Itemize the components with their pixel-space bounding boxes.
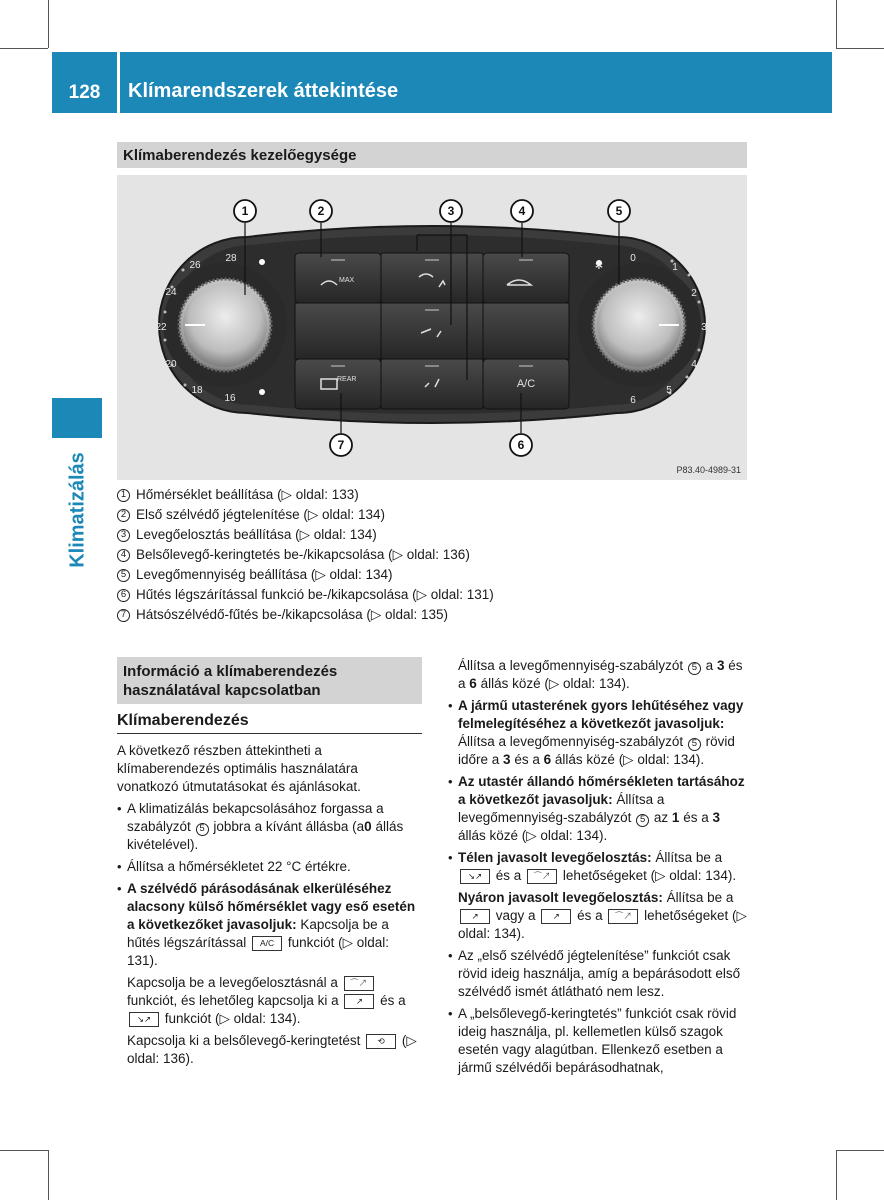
list-item: • Az utastér állandó hőmérsékleten tartásához a következőt javasoljuk: Állítsa a levegőmennyiség-szabályzót 5 az 1 és a 3 állás közé (▷ oldal: 134). [448,774,745,843]
crop-mark [836,48,884,49]
air-windscreen-icon: ⌒↗ [344,976,374,991]
text-column-right [448,657,748,1081]
paragraph: A következő részben áttekintheti a klímaberendezés optimális használatára vonatkozó útmutatásokat és ajánlásokat. [117,743,361,794]
svg-text:4: 4 [518,204,526,218]
side-tab [52,398,102,438]
svg-text:6: 6 [630,395,636,406]
svg-text:3: 3 [447,204,455,218]
air-face-icon: ↗ [344,994,374,1009]
svg-text:✲: ✲ [594,261,604,272]
svg-text:24: 24 [165,287,177,298]
svg-text:3: 3 [701,322,707,333]
crop-mark [0,1150,48,1151]
crop-mark [0,48,48,49]
svg-text:2: 2 [317,204,325,218]
section-heading: Információ a klímaberendezés használatával kapcsolatban [117,657,422,704]
list-item: 2 Első szélvédő jégtelenítése (▷ oldal: 134) [117,505,747,525]
paragraph: Kapcsolja be a levegőelosztásnál a ⌒↗ funkciót, és lehetőleg kapcsolja ki a ↗ és a ↘↗ funkciót (▷ oldal: 134). [127,975,406,1026]
list-item: 1 Hőmérséklet beállítása (▷ oldal: 133) [117,485,747,505]
list-item: 4 Belsőlevegő-keringtetés be-/kikapcsolása (▷ oldal: 136) [117,545,747,565]
list-item: • Állítsa a hőmérsékletet 22 °C értékre. [117,859,351,874]
button-panel-right [483,303,569,359]
ac-button-icon: A/C [252,936,282,951]
header-divider [117,52,120,113]
svg-text:22: 22 [155,322,167,333]
svg-text:4: 4 [691,359,697,370]
list-item: 6 Hűtés légszárítással funkció be-/kikapcsolása (▷ oldal: 131) [117,585,747,605]
crop-mark [836,1150,884,1151]
air-face-icon: ↗ [460,909,490,924]
svg-text:1: 1 [672,262,678,273]
list-item: • Az „első szélvédő jégtelenítése” funkciót csak rövid ideig használja, amíg a bepárásodott első szélvédő ismét átlátható nem lesz. [448,948,741,999]
crop-mark [48,0,49,48]
figure-legend [117,485,747,625]
figure-reference: P83.40-4989-31 [676,465,741,475]
air-windscreen-icon: ⌒↗ [608,909,638,924]
svg-text:28: 28 [225,253,237,264]
svg-text:20: 20 [165,359,177,370]
button-air-face [381,303,483,359]
paragraph: Nyáron javasolt levegőelosztás: Állítsa be a ↗ vagy a ↗ és a ⌒↗ lehetőségeket (▷ oldal: 134). [458,890,747,941]
paragraph: Állítsa a levegőmennyiség-szabályzót 5 a 3 és a 6 állás közé (▷ oldal: 134). [458,658,743,691]
svg-text:0: 0 [630,253,636,264]
svg-text:2: 2 [691,288,697,299]
side-tab-label: Klimatizálás [66,452,89,568]
paragraph: Kapcsolja ki a belsőlevegő-keringtetést ⟲ (▷ oldal: 136). [127,1033,417,1066]
list-item: 7 Hátsószélvédő-fűtés be-/kikapcsolása (▷ oldal: 135) [117,605,747,625]
list-item: • A szélvédő párásodásának elkerüléséhez alacsony külső hőmérséklet vagy eső esetén a következőket javasoljuk: Kapcsolja be a hűtés légszárítással A/C funkciót (▷ oldal: 131). [117,881,416,968]
list-item: 3 Levegőelosztás beállítása (▷ oldal: 134) [117,525,747,545]
svg-text:18: 18 [191,385,203,396]
svg-text:7: 7 [337,438,345,452]
svg-text:A/C: A/C [516,378,536,390]
button-panel-left [295,303,381,359]
list-item: 5 Levegőmennyiség beállítása (▷ oldal: 134) [117,565,747,585]
subsection-heading: Klímaberendezés [117,712,422,734]
svg-text:16: 16 [224,393,236,404]
list-item: • A „belsőlevegő-keringtetés” funkciót csak rövid ideig használja, pl. kellemetlen külső szagok esetén vagy alagútban. Ellenkező esetben a jármű szélvédői bepárásodhatnak, [448,1006,737,1075]
chapter-title: Klímarendszerek áttekintése [128,80,399,102]
control-panel-illustration [117,175,747,480]
crop-mark [836,1150,837,1200]
svg-text:26: 26 [189,260,201,271]
air-windscreen-icon: ⌒↗ [527,869,557,884]
list-item: • A klimatizálás bekapcsolásához forgassa a szabályzót 5 jobbra a kívánt állásba (a0 állás kivételével). [117,801,404,852]
text-column-left [117,742,422,1072]
section-heading: Klímaberendezés kezelőegysége [117,142,747,168]
list-item: • Télen javasolt levegőelosztás: Állítsa be a ↘↗ és a ⌒↗ lehetőségeket (▷ oldal: 134). [448,850,737,883]
svg-text:1: 1 [241,204,249,218]
crop-mark [48,1150,49,1200]
list-item: • A jármű utasterének gyors lehűtéséhez vagy felmelegítéséhez a következőt javasoljuk: Állítsa a levegőmennyiség-szabályzót 5 rövid időre a 3 és a 6 állás közé (▷ oldal: 134). [448,698,744,767]
air-foot-icon: ↘↗ [129,1012,159,1027]
svg-text:MAX: MAX [339,277,355,284]
svg-text:6: 6 [517,438,525,452]
air-face-icon: ↗ [541,909,571,924]
recirculation-icon: ⟲ [366,1034,396,1049]
svg-text:5: 5 [615,204,623,218]
svg-text:5: 5 [666,385,672,396]
svg-text:REAR: REAR [337,376,357,383]
page-number: 128 [68,82,101,103]
crop-mark [836,0,837,48]
control-panel-figure [117,175,747,480]
air-foot-icon: ↘↗ [460,869,490,884]
